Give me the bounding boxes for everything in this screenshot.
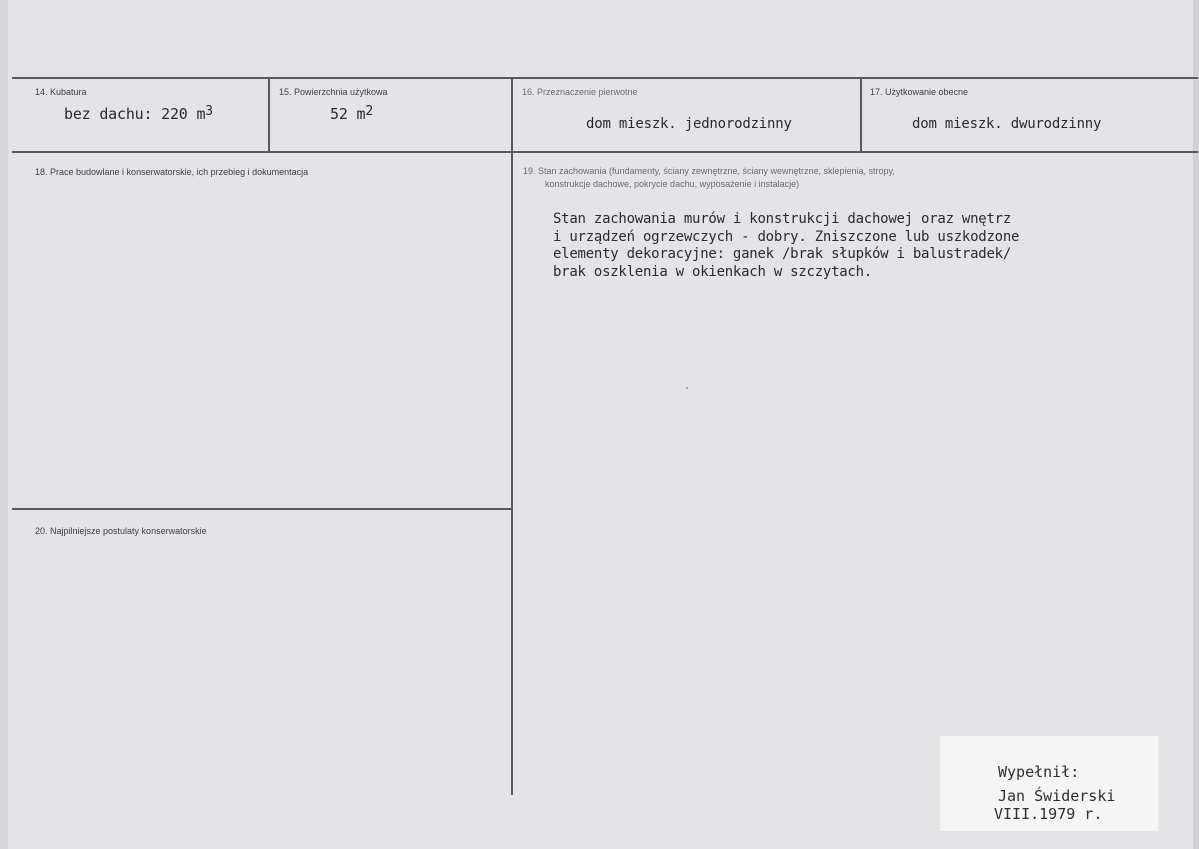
field-19-label-line-1: 19. Stan zachowania (fundamenty, ściany zewnętrzne, ściany wewnętrzne, sklepienia, stropy, — [523, 166, 895, 176]
col-divider-2 — [511, 77, 513, 795]
col-divider-3 — [860, 77, 862, 153]
field-17-value: dom mieszk. dwurodzinny — [912, 116, 1102, 132]
filled-by-name: Jan Świderski — [998, 787, 1116, 805]
field-19-text — [553, 211, 1019, 281]
field-15-label: 15. Powierzchnia użytkowa — [279, 87, 388, 97]
row-divider-1 — [12, 151, 1198, 153]
paper-speck — [686, 387, 688, 389]
field-16-label: 16. Przeznaczenie pierwotne — [522, 87, 638, 97]
field-20-label: 20. Najpilniejsze postulaty konserwatorskie — [35, 526, 207, 536]
field-16-value: dom mieszk. jednorodzinny — [586, 116, 792, 132]
field-19-line-2: i urządzeń ogrzewczych - dobry. Zniszczone lub uszkodzone — [553, 228, 1020, 245]
top-rule — [12, 77, 1198, 79]
field-14-label: 14. Kubatura — [35, 87, 87, 97]
field-19-line-1: Stan zachowania murów i konstrukcji dachowej oraz wnętrz — [553, 211, 1012, 227]
field-14-value — [64, 105, 213, 123]
card-left-edge — [0, 0, 8, 849]
field-15-value — [330, 105, 373, 123]
row-divider-2 — [12, 508, 512, 510]
filled-by-label: Wypełnił: — [998, 763, 1080, 781]
field-14-exponent: 3 — [205, 104, 213, 119]
field-18-label: 18. Prace budowlane i konserwatorskie, ich przebieg i dokumentacja — [35, 167, 309, 177]
card-right-edge — [1193, 0, 1199, 849]
field-19-line-4: brak oszklenia w okienkach w szczytach. — [553, 263, 872, 280]
field-19-label-line-2: konstrukcje dachowe, pokrycie dachu, wyposażenie i instalacje) — [545, 179, 800, 189]
filled-by-date: VIII.1979 r. — [994, 805, 1103, 823]
field-15-exponent: 2 — [365, 104, 373, 119]
field-14-text: bez dachu: 220 m — [64, 105, 206, 123]
field-17-label: 17. Użytkowanie obecne — [870, 87, 969, 97]
col-divider-1 — [268, 77, 270, 153]
field-19-line-3: elementy dekoracyjne: ganek /brak słupków i balustradek/ — [553, 246, 1012, 262]
field-15-text: 52 m — [330, 105, 366, 123]
